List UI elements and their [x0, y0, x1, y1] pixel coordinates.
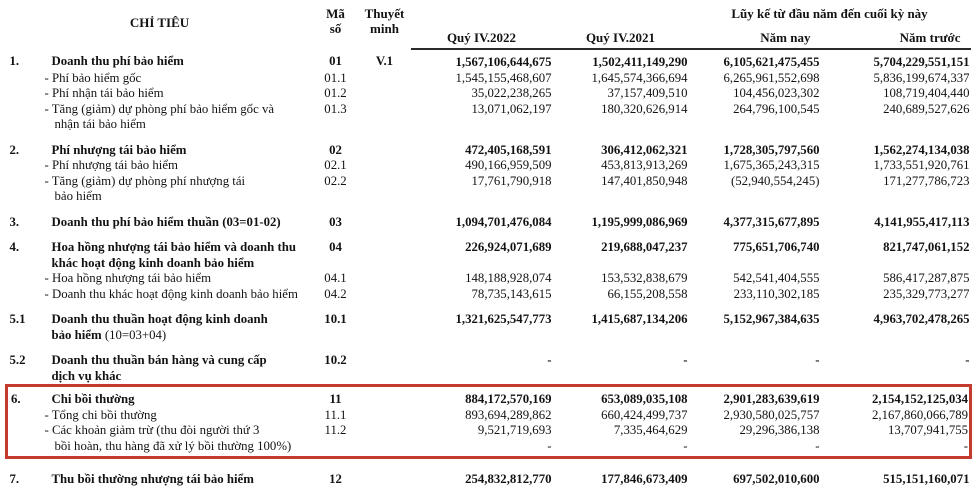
cell-nam-truoc: 4,141,955,417,113	[874, 214, 970, 229]
cell-quy-iv-2021: 1,195,999,086,969	[591, 214, 688, 229]
row-number: 7.	[9, 472, 20, 486]
table-row	[7, 158, 971, 174]
row-number: 3.	[9, 214, 20, 229]
cell-nam-nay: 29,296,386,138 -	[689, 423, 821, 458]
cell-quy-iv-2022: 884,172,570,169	[411, 386, 553, 408]
cell-nam-truoc: 235,329,773,277	[883, 286, 970, 301]
column-header-thuyet-minh: Thuyết minh	[364, 6, 405, 36]
cell-quy-iv-2022: 1,545,155,468,607	[455, 70, 552, 85]
column-header-quy-iv-2022: Quý IV.2022	[411, 3, 553, 49]
row-code: 11.1	[324, 407, 347, 422]
row-note	[359, 423, 411, 458]
cell-nam-truoc: 171,277,786,723	[883, 173, 970, 188]
table-row	[7, 102, 971, 133]
row-number	[7, 271, 45, 287]
cell-nam-nay: 6,265,961,552,698	[723, 70, 820, 85]
row-note	[359, 158, 411, 174]
row-number	[7, 287, 45, 303]
row-number: 4.	[9, 240, 20, 254]
row-code: 01.2	[324, 86, 347, 100]
row-code: 04.2	[324, 286, 347, 301]
row-note	[359, 71, 411, 87]
cell-nam-truoc: 5,704,229,551,151	[873, 55, 970, 69]
cell-quy-iv-2021: 1,502,411,149,290	[592, 55, 688, 69]
row-number: 6.	[7, 386, 45, 408]
cell-quy-iv-2022: 254,832,812,770	[465, 472, 552, 486]
cell-quy-iv-2022: 226,924,071,689	[465, 240, 552, 254]
cell-nam-nay: 775,651,706,740	[733, 240, 820, 254]
row-label: - Các khoản giảm trừ (thu đòi người thứ 3 bồi hoàn, thu hàng đã xử lý bồi thường 100%)	[45, 423, 313, 458]
row-note	[359, 287, 411, 303]
cell-nam-nay: 233,110,302,185	[733, 286, 820, 301]
table-row-highlighted	[7, 423, 971, 458]
table-row	[7, 205, 971, 231]
table-row	[7, 49, 971, 71]
column-header-nam-nay: Năm nay	[689, 29, 821, 49]
row-code: 04	[329, 240, 342, 254]
cell-nam-nay: 104,456,023,302	[733, 86, 820, 100]
cell-quy-iv-2022: 13,071,062,197	[471, 101, 552, 116]
row-code: 02.2	[324, 173, 347, 188]
cell-nam-nay: 6,105,621,475,455	[723, 55, 820, 69]
cell-nam-truoc: 4,963,702,478,265	[873, 312, 970, 326]
cell-nam-nay: 697,502,010,600	[733, 472, 820, 486]
row-number	[7, 102, 45, 133]
row-note	[359, 343, 411, 386]
row-label: Doanh thu phí bảo hiểm	[51, 54, 184, 68]
row-label: - Phí nhượng tái bảo hiểm	[44, 158, 178, 172]
cell-nam-nay: 2,930,580,025,757	[723, 407, 820, 422]
row-label: - Tổng chi bồi thường	[44, 407, 157, 422]
table-row	[7, 133, 971, 159]
cell-quy-iv-2022: 9,521,719,693 -	[411, 423, 553, 458]
row-note: V.1	[375, 54, 394, 68]
row-label: Thu bồi thường nhượng tái bảo hiểm	[51, 472, 254, 486]
row-code: 10.1	[324, 312, 347, 326]
row-note	[359, 386, 411, 408]
cell-nam-nay: 5,152,967,384,635	[723, 312, 820, 326]
row-code: 11.2	[313, 423, 359, 458]
row-note	[359, 230, 411, 271]
cell-nam-truoc: 586,417,287,875	[883, 271, 970, 285]
cell-quy-iv-2021: -	[683, 353, 688, 367]
table-row	[7, 86, 971, 102]
row-number	[7, 423, 45, 458]
cell-quy-iv-2022: 78,735,143,615	[471, 286, 552, 301]
cell-quy-iv-2021: 37,157,409,510	[607, 86, 688, 100]
row-note	[359, 302, 411, 343]
row-number	[7, 71, 45, 87]
cell-nam-truoc: 2,167,860,066,789	[821, 408, 971, 424]
column-header-quy-iv-2021: Quý IV.2021	[553, 3, 689, 49]
row-number	[7, 174, 45, 205]
row-label: - Tăng (giảm) dự phòng phí nhượng tái bảo hiểm	[44, 173, 246, 203]
cell-nam-truoc: 1,562,274,134,038	[873, 142, 970, 157]
row-code: 12	[329, 472, 342, 486]
cell-nam-truoc: 1,733,551,920,761	[873, 158, 970, 172]
table-header	[7, 3, 971, 49]
row-note	[359, 174, 411, 205]
cell-quy-iv-2022: 472,405,168,591	[465, 142, 552, 157]
column-header-chi-tieu: CHỈ TIÊU	[129, 14, 190, 30]
row-code: 11	[313, 386, 359, 408]
cell-nam-truoc: -	[965, 353, 970, 367]
row-code: 01.1	[324, 70, 347, 85]
row-label: Doanh thu thuần hoạt động kinh doanh bảo hiểm (10=03+04)	[51, 312, 268, 342]
cell-quy-iv-2022: -	[547, 353, 552, 367]
table-row-highlighted	[7, 386, 971, 408]
cell-quy-iv-2021: 147,401,850,948	[601, 173, 688, 188]
row-code: 02.1	[324, 158, 347, 172]
cell-quy-iv-2021: 177,846,673,409	[601, 472, 688, 486]
table-row	[7, 271, 971, 287]
cell-quy-iv-2021: 66,155,208,558	[607, 286, 688, 301]
cell-nam-nay: 4,377,315,677,895	[723, 214, 820, 229]
row-number	[7, 86, 45, 102]
cell-nam-truoc: 821,747,061,152	[883, 240, 970, 254]
row-number	[7, 408, 45, 424]
cell-quy-iv-2021: 660,424,499,737	[601, 407, 688, 422]
cell-nam-truoc: 2,154,152,125,034	[821, 386, 971, 408]
cell-nam-truoc: 240,689,527,626	[883, 101, 970, 116]
table-row	[7, 302, 971, 343]
cell-nam-nay: (52,940,554,245)	[730, 173, 820, 188]
cell-quy-iv-2021: 306,412,062,321	[601, 142, 688, 157]
cell-quy-iv-2021: 219,688,047,237	[601, 240, 688, 254]
cell-nam-nay: 1,728,305,797,560	[723, 142, 820, 157]
row-code: 01	[329, 54, 342, 68]
cell-quy-iv-2021: 653,089,035,108	[553, 386, 689, 408]
row-code: 03	[329, 214, 342, 229]
cell-nam-nay: -	[815, 353, 820, 367]
table-row-highlighted	[7, 408, 971, 424]
income-statement-table	[5, 3, 972, 488]
table-row	[7, 287, 971, 303]
cell-quy-iv-2022: 148,188,928,074	[465, 271, 552, 285]
column-header-nam-truoc: Năm trước	[821, 29, 971, 49]
cell-quy-iv-2021: 7,335,464,629 -	[553, 423, 689, 458]
column-header-luy-ke: Lũy kế từ đầu năm đến cuối kỳ này	[731, 6, 928, 21]
table-row	[7, 71, 971, 87]
row-label: Hoa hồng nhượng tái bảo hiểm và doanh thu khác hoạt động kinh doanh bảo hiểm	[51, 240, 296, 270]
row-label: Doanh thu phí bảo hiểm thuần (03=01-02)	[51, 214, 281, 229]
cell-nam-nay: 542,541,404,555	[733, 271, 820, 285]
row-note	[359, 102, 411, 133]
cell-nam-truoc: 515,151,160,071	[883, 472, 970, 486]
row-note	[359, 205, 411, 231]
row-number: 2.	[9, 142, 20, 157]
row-number	[7, 158, 45, 174]
row-note	[359, 458, 411, 488]
table-body	[7, 49, 971, 488]
row-number: 5.2	[9, 353, 26, 367]
cell-quy-iv-2022: 35,022,238,265	[471, 86, 552, 100]
row-label: - Phí bảo hiểm gốc	[44, 70, 142, 85]
cell-nam-nay: 1,675,365,243,315	[723, 158, 820, 172]
cell-quy-iv-2021: 453,813,913,269	[601, 158, 688, 172]
row-code: 04.1	[324, 271, 347, 285]
cell-nam-truoc: 13,707,941,755 -	[821, 423, 971, 458]
row-label: Chi bồi thường	[45, 386, 313, 408]
cell-quy-iv-2022: 1,321,625,547,773	[455, 312, 552, 326]
row-note	[359, 133, 411, 159]
column-header-ma-so: Mã số	[326, 6, 345, 36]
row-code: 01.3	[324, 101, 347, 116]
cell-quy-iv-2021: 180,320,626,914	[601, 101, 688, 116]
cell-nam-truoc: 108,719,404,440	[883, 86, 970, 100]
cell-quy-iv-2022: 893,694,289,862	[465, 407, 552, 422]
cell-quy-iv-2021: 1,645,574,366,694	[591, 70, 688, 85]
cell-nam-nay: 2,901,283,639,619	[689, 386, 821, 408]
row-label: Phí nhượng tái bảo hiểm	[51, 142, 187, 157]
row-label: Doanh thu thuần bán hàng và cung cấp dịch vụ khác	[51, 353, 267, 383]
table-row	[7, 230, 971, 271]
table-row	[7, 174, 971, 205]
row-label: - Tăng (giảm) dự phòng phí bảo hiểm gốc và nhận tái bảo hiểm	[44, 101, 275, 131]
cell-nam-truoc: 5,836,199,674,337	[873, 70, 970, 85]
row-number: 1.	[9, 54, 20, 68]
row-number: 5.1	[9, 312, 26, 326]
row-note	[359, 86, 411, 102]
cell-quy-iv-2022: 1,094,701,476,084	[455, 214, 552, 229]
table-row	[7, 458, 971, 488]
row-label: - Doanh thu khác hoạt động kinh doanh bảo hiểm	[44, 286, 298, 301]
cell-nam-nay: 264,796,100,545	[733, 101, 820, 116]
row-label: - Phí nhận tái bảo hiểm	[44, 86, 164, 100]
cell-quy-iv-2022: 1,567,106,644,675	[455, 55, 552, 69]
row-label: - Hoa hồng nhượng tái bảo hiểm	[44, 271, 212, 285]
row-note	[359, 408, 411, 424]
cell-quy-iv-2022: 17,761,790,918	[471, 173, 552, 188]
row-note	[359, 271, 411, 287]
row-code: 10.2	[324, 353, 347, 367]
cell-quy-iv-2022: 490,166,959,509	[465, 158, 552, 172]
table-row	[7, 343, 971, 386]
cell-quy-iv-2021: 1,415,687,134,206	[591, 312, 688, 326]
row-code: 02	[329, 142, 342, 157]
cell-quy-iv-2021: 153,532,838,679	[601, 271, 688, 285]
